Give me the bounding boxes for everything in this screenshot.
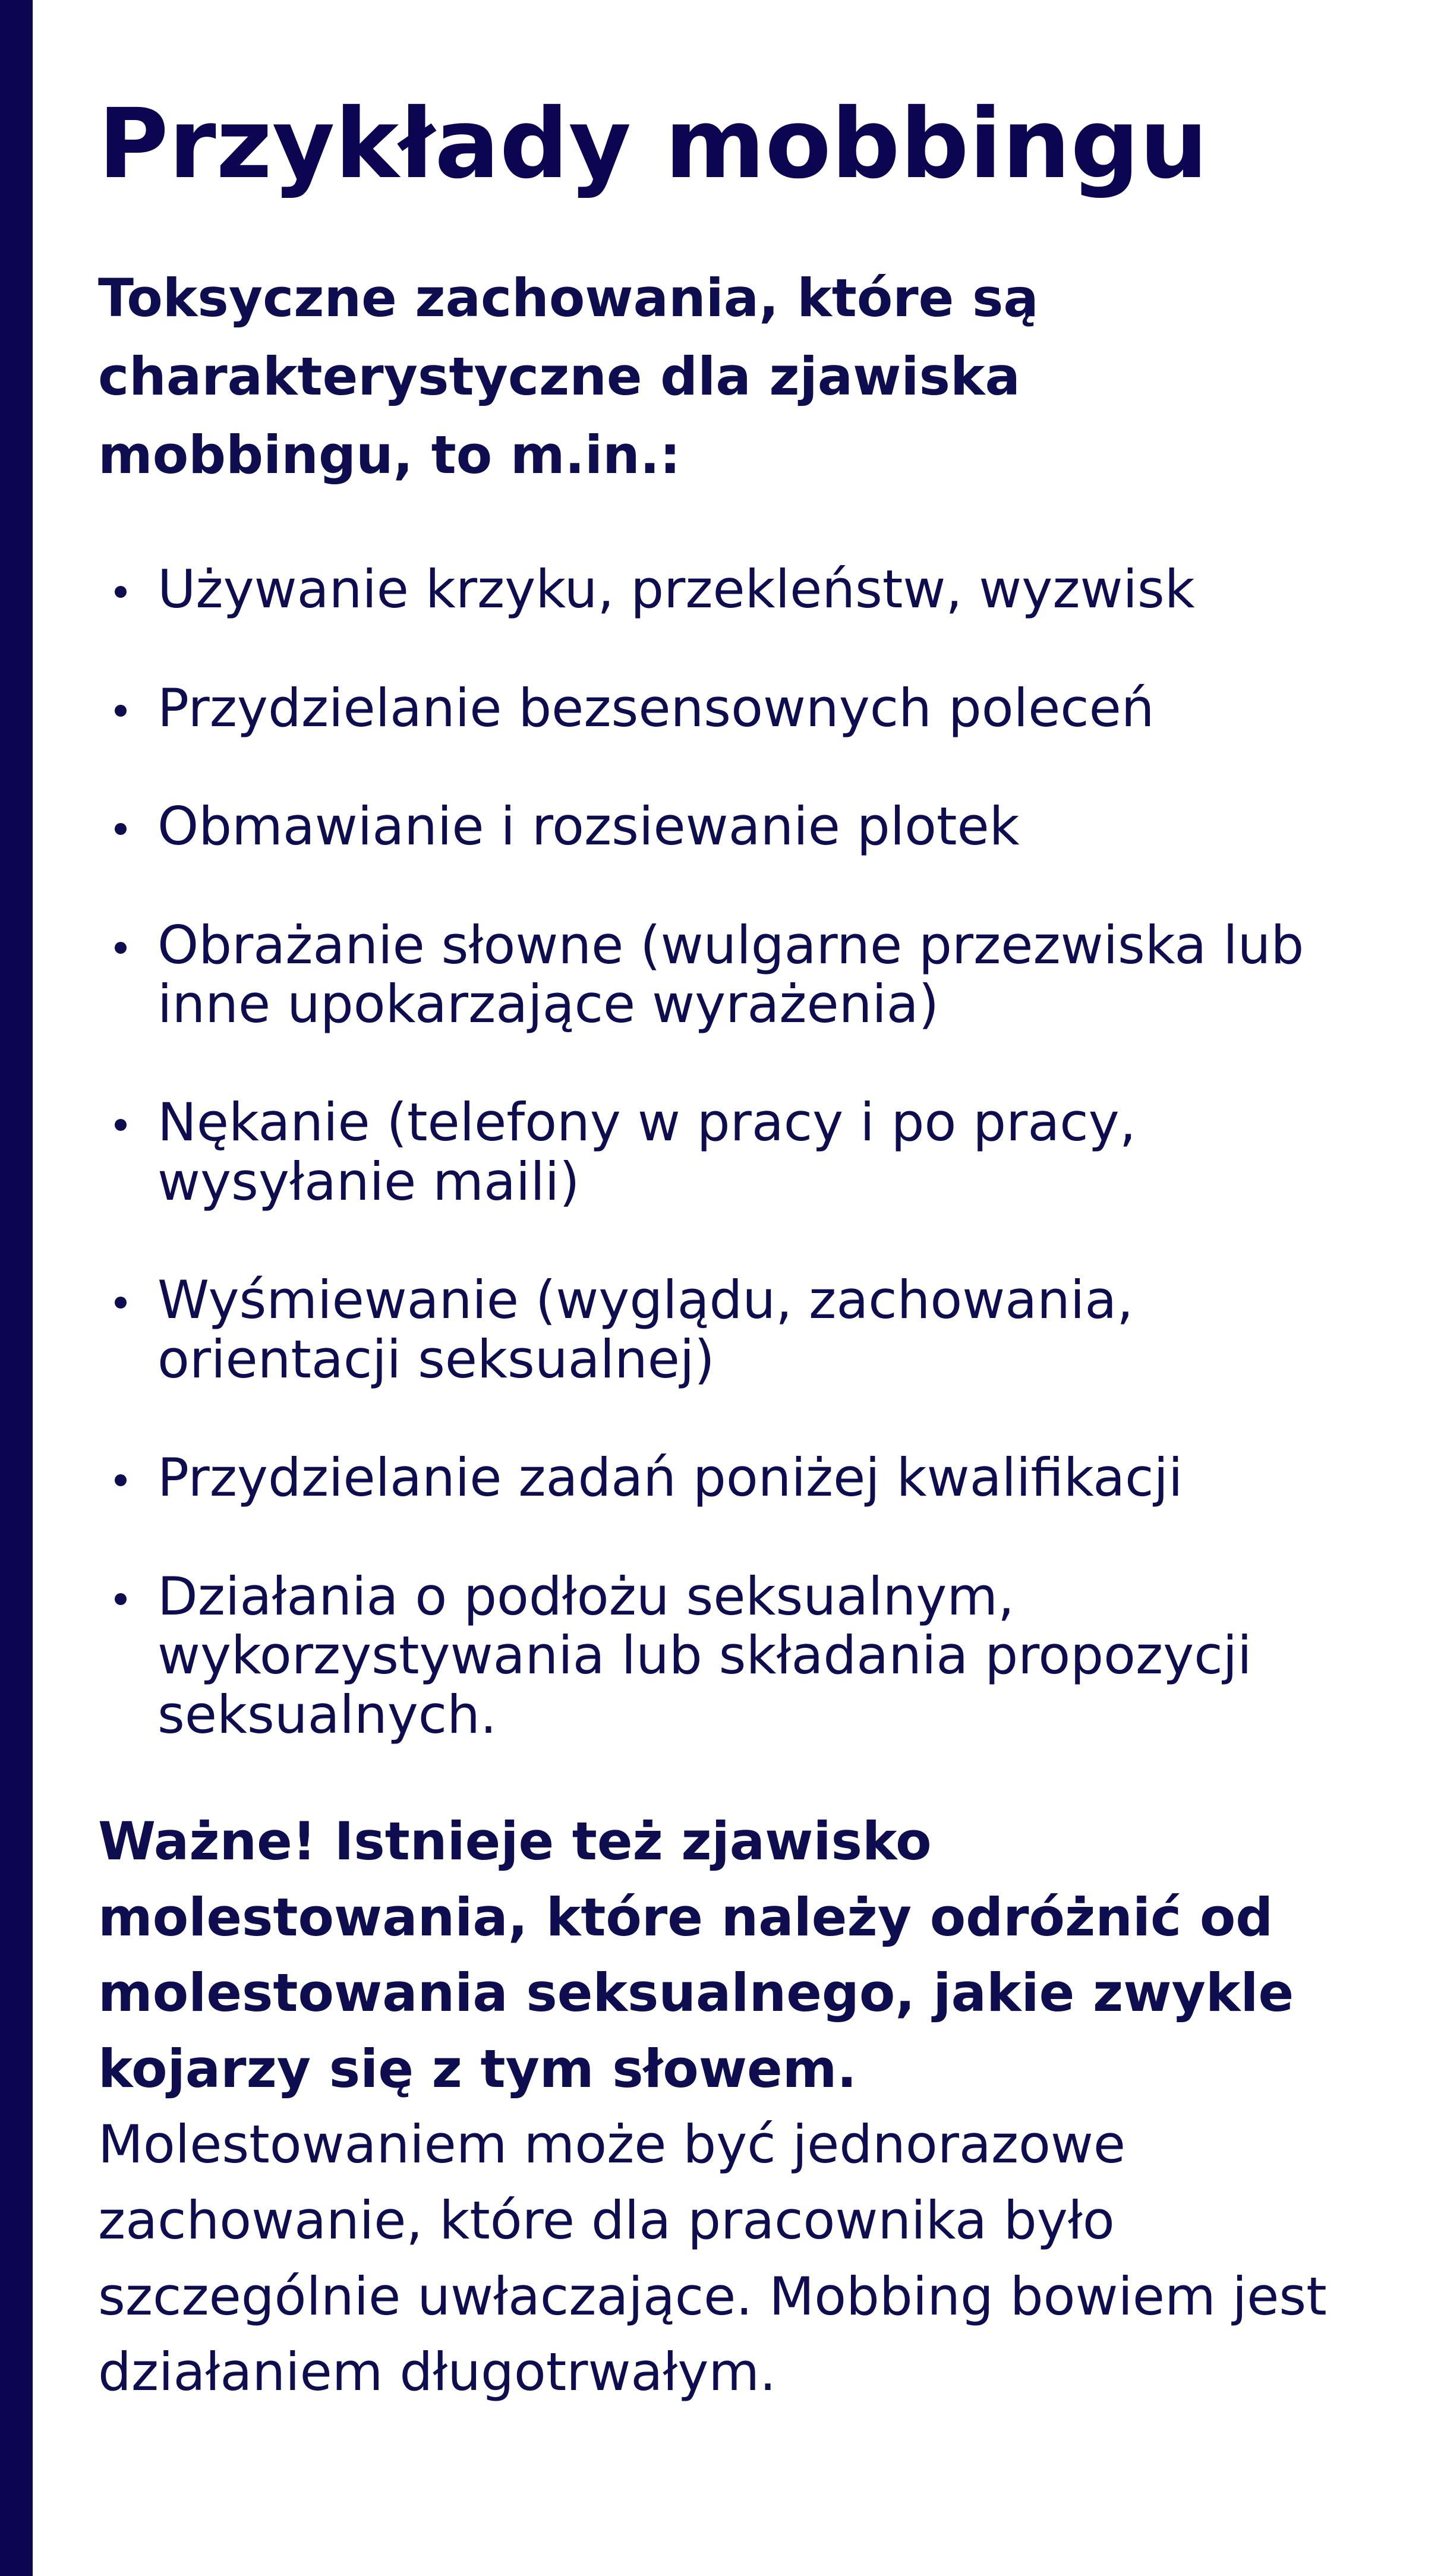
list-item-text: Przydzielanie bezsensownych poleceń [157,677,1155,739]
list-item [98,797,1334,856]
intro-text: Toksyczne zachowania, które są charakterystyczne dla zjawiska mobbingu, to m.in.: [98,267,1039,486]
list-item [98,916,1334,1034]
important-note: Ważne! Istnieje też zjawisko molestowania, które należy odróżnić od molestowania seksualnego, jakie zwykle kojarzy się z tym słowem. [98,1810,1294,2099]
document-content [98,89,1334,2410]
list-item-text: Działania o podłożu seksualnym, wykorzystywania lub składania propozycji seksualnych. [157,1565,1252,1745]
bullet-icon [115,1474,127,1486]
list-item-text: Obmawianie i rozsiewanie plotek [157,796,1020,857]
bullet-icon [115,1593,127,1605]
bullet-icon [115,705,127,717]
bullet-icon [115,1297,127,1309]
bullet-icon [115,1119,127,1131]
page-title: Przykłady mobbingu [98,89,1208,200]
examples-list [98,560,1334,1744]
list-item [98,560,1334,619]
list-item-text: Obrażanie słowne (wulgarne przezwiska lub inne upokarzające wyrażenia) [157,914,1304,1035]
list-item-text: Używanie krzyku, przekleństw, wyzwisk [157,559,1195,620]
bullet-icon [115,942,127,954]
list-item [98,1093,1334,1211]
list-item-text: Nękanie (telefony w pracy i po pracy, wysyłanie maili) [157,1092,1136,1212]
left-accent-bar [0,0,33,2576]
list-item [98,1270,1334,1389]
bullet-icon [115,586,127,598]
list-item [98,1567,1334,1744]
bullet-icon [115,823,127,835]
list-item-text: Przydzielanie zadań poniżej kwalifikacji [157,1447,1183,1509]
note-text: Molestowaniem może być jednorazowe zachowanie, które dla pracownika było szczególnie uwłaczające. Mobbing bowiem jest działaniem długotrwałym. [98,2114,1327,2403]
list-item [98,679,1334,737]
list-item-text: Wyśmiewanie (wyglądu, zachowania, orientacji seksualnej) [157,1269,1134,1390]
list-item [98,1448,1334,1507]
